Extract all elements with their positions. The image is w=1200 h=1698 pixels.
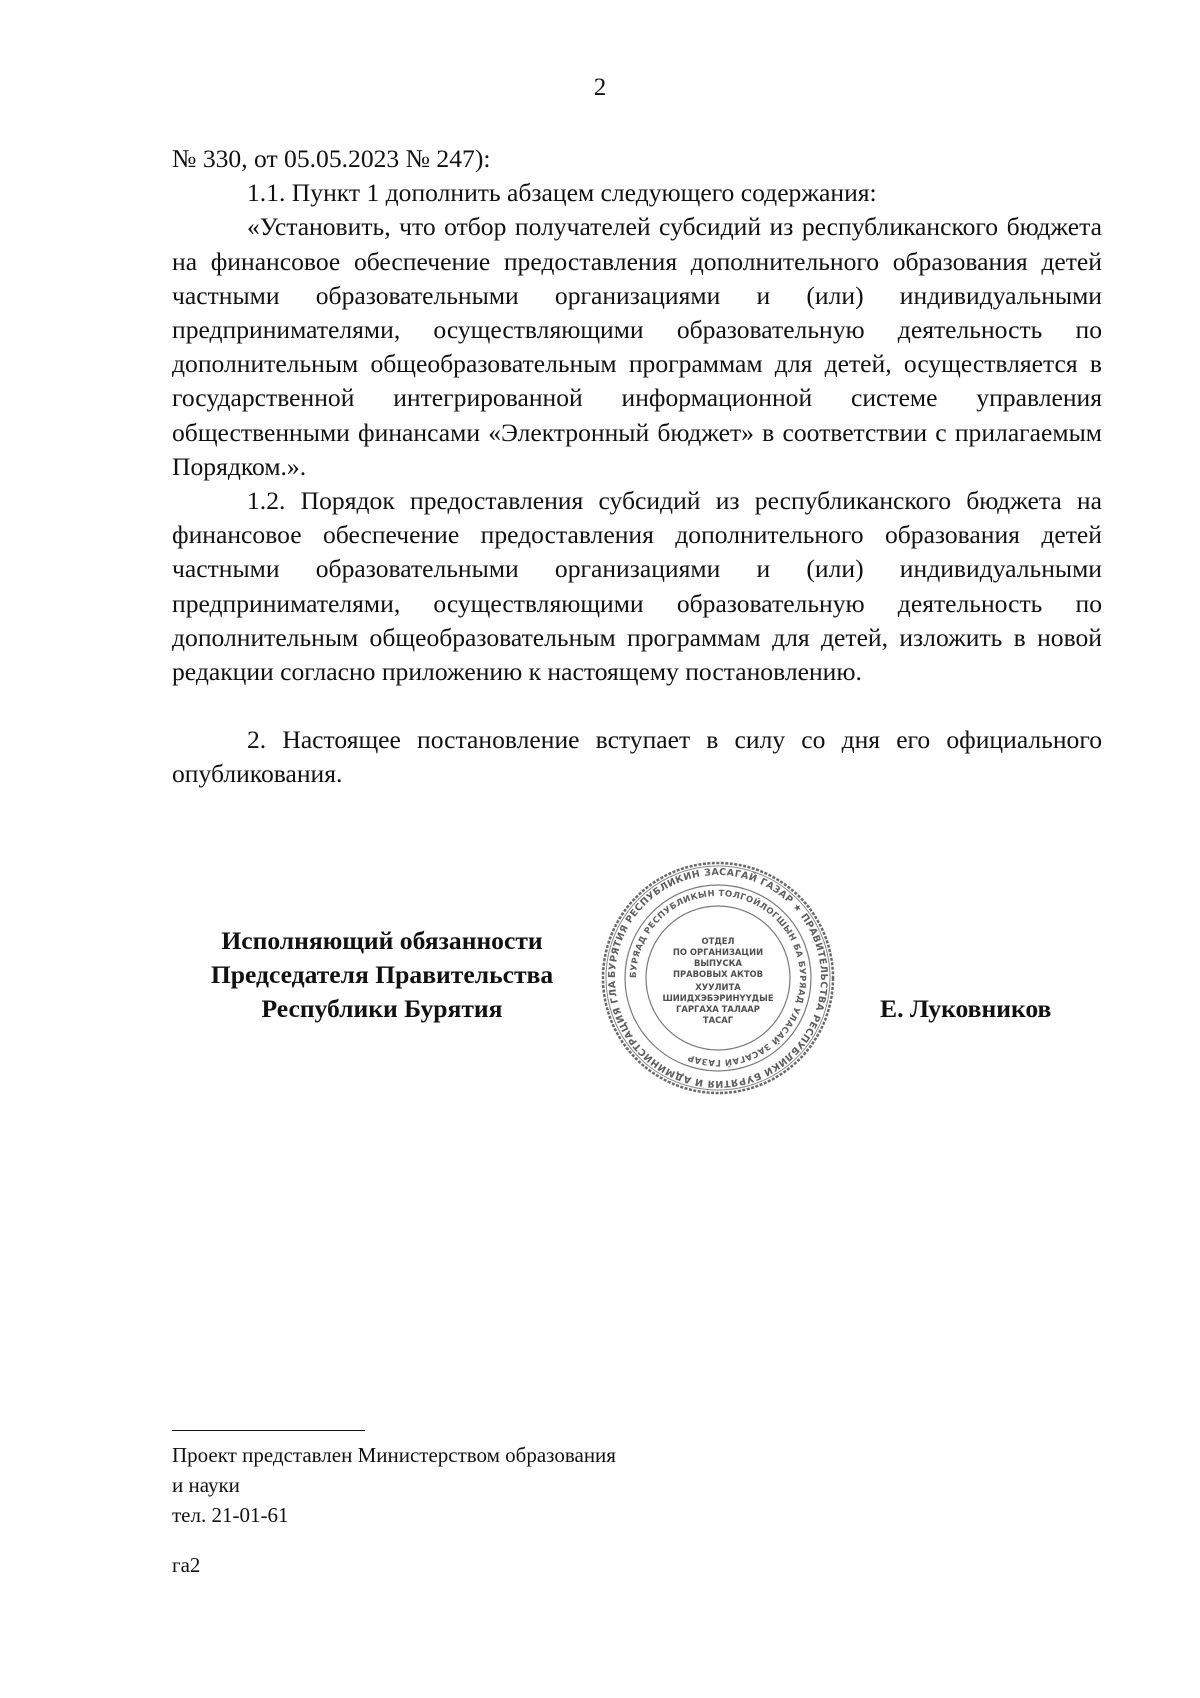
paragraph-1-1: 1.1. Пункт 1 дополнить абзацем следующего содержания: (247, 178, 877, 208)
signatory-title-line-3: Республики Бурятия (261, 994, 503, 1024)
footnote (172, 1440, 616, 1530)
seal-center-line: ПО ОРГАНИЗАЦИИ (672, 947, 764, 957)
footnote-line-2: и науки (172, 1473, 240, 1497)
seal-center-line: ВЫПУСКА (693, 958, 743, 968)
paragraph-1-2: 1.2. Порядок предоставления субсидий из республиканского бюджета на финансовое обеспечение предоставления дополнительного образования детей частными образовательными организациями и (или) индивидуальными предпринимателями, осуществляющими образовательную деятельность по дополнительным общеобразовательным программам для детей, изложить в новой редакции согласно приложению к настоящему постановлению. (172, 486, 1102, 687)
footnote-divider (172, 1430, 365, 1431)
page-number: 2 (593, 74, 607, 101)
seal-inner-text: БУРЯАД РЕСПУБЛИКЫН ТОЛГОЙЛОГШЫН БА БУРЯАД УЛАСАЙ ЗАСАГАЙ ГАЗАР (628, 888, 808, 1068)
signatory-name: Е. Луковников (880, 994, 1052, 1023)
seal-center-line: ОТДЕЛ (701, 936, 735, 946)
seal-center-line: ТАСАГ (702, 1015, 734, 1025)
signatory-title-line-1: Исполняющий обязанности (221, 926, 543, 955)
seal-graphic (600, 860, 836, 1096)
signatory-title (172, 924, 592, 1027)
paragraph-continuation: № 330, от 05.05.2023 № 247): (172, 144, 491, 173)
document-code: га2 (172, 1553, 201, 1577)
signatory-title-line-2: Председателя Правительства (210, 960, 554, 990)
document-body (172, 142, 1102, 792)
seal-outer-text: БУРЯТИЯ РЕСПУБЛИКИН ЗАСАГАЙ ГАЗАР ★ ПРАВИТЕЛЬСТВА РЕСПУБЛИКИ БУРЯТИЯ И АДМИНИСТРАЦИЯ ГЛА (606, 866, 830, 1090)
footnote-line-1: Проект представлен Министерством образования (172, 1443, 616, 1467)
paragraph-2: 2. Настоящее постановление вступает в силу со дня его официального опубликования. (172, 725, 1102, 789)
seal-center-line: ШИИДХЭБЭРИНҮҮДЫЕ (662, 993, 774, 1003)
official-seal (600, 860, 836, 1096)
paragraph-quote: «Установить, что отбор получателей субсидий из республиканского бюджета на финансовое обеспечение предоставления дополнительного образования детей частными образовательными организациями и (или) индивидуальными предпринимателями, осуществляющими образовательную деятельность по дополнительным общеобразовательным программам для детей, осуществляется в государственной интегрированной информационной системе управления общественными финансами «Электронный бюджет» в соответствии с прилагаемым Порядком.». (172, 212, 1102, 481)
footnote-line-3: тел. 21-01-61 (172, 1503, 289, 1527)
seal-center-line: ПРАВОВЫХ АКТОВ (672, 969, 764, 979)
seal-center-line: ГАРГАХА ТАЛААР (676, 1004, 760, 1014)
seal-center-line: ХУУЛИТА (695, 982, 741, 992)
